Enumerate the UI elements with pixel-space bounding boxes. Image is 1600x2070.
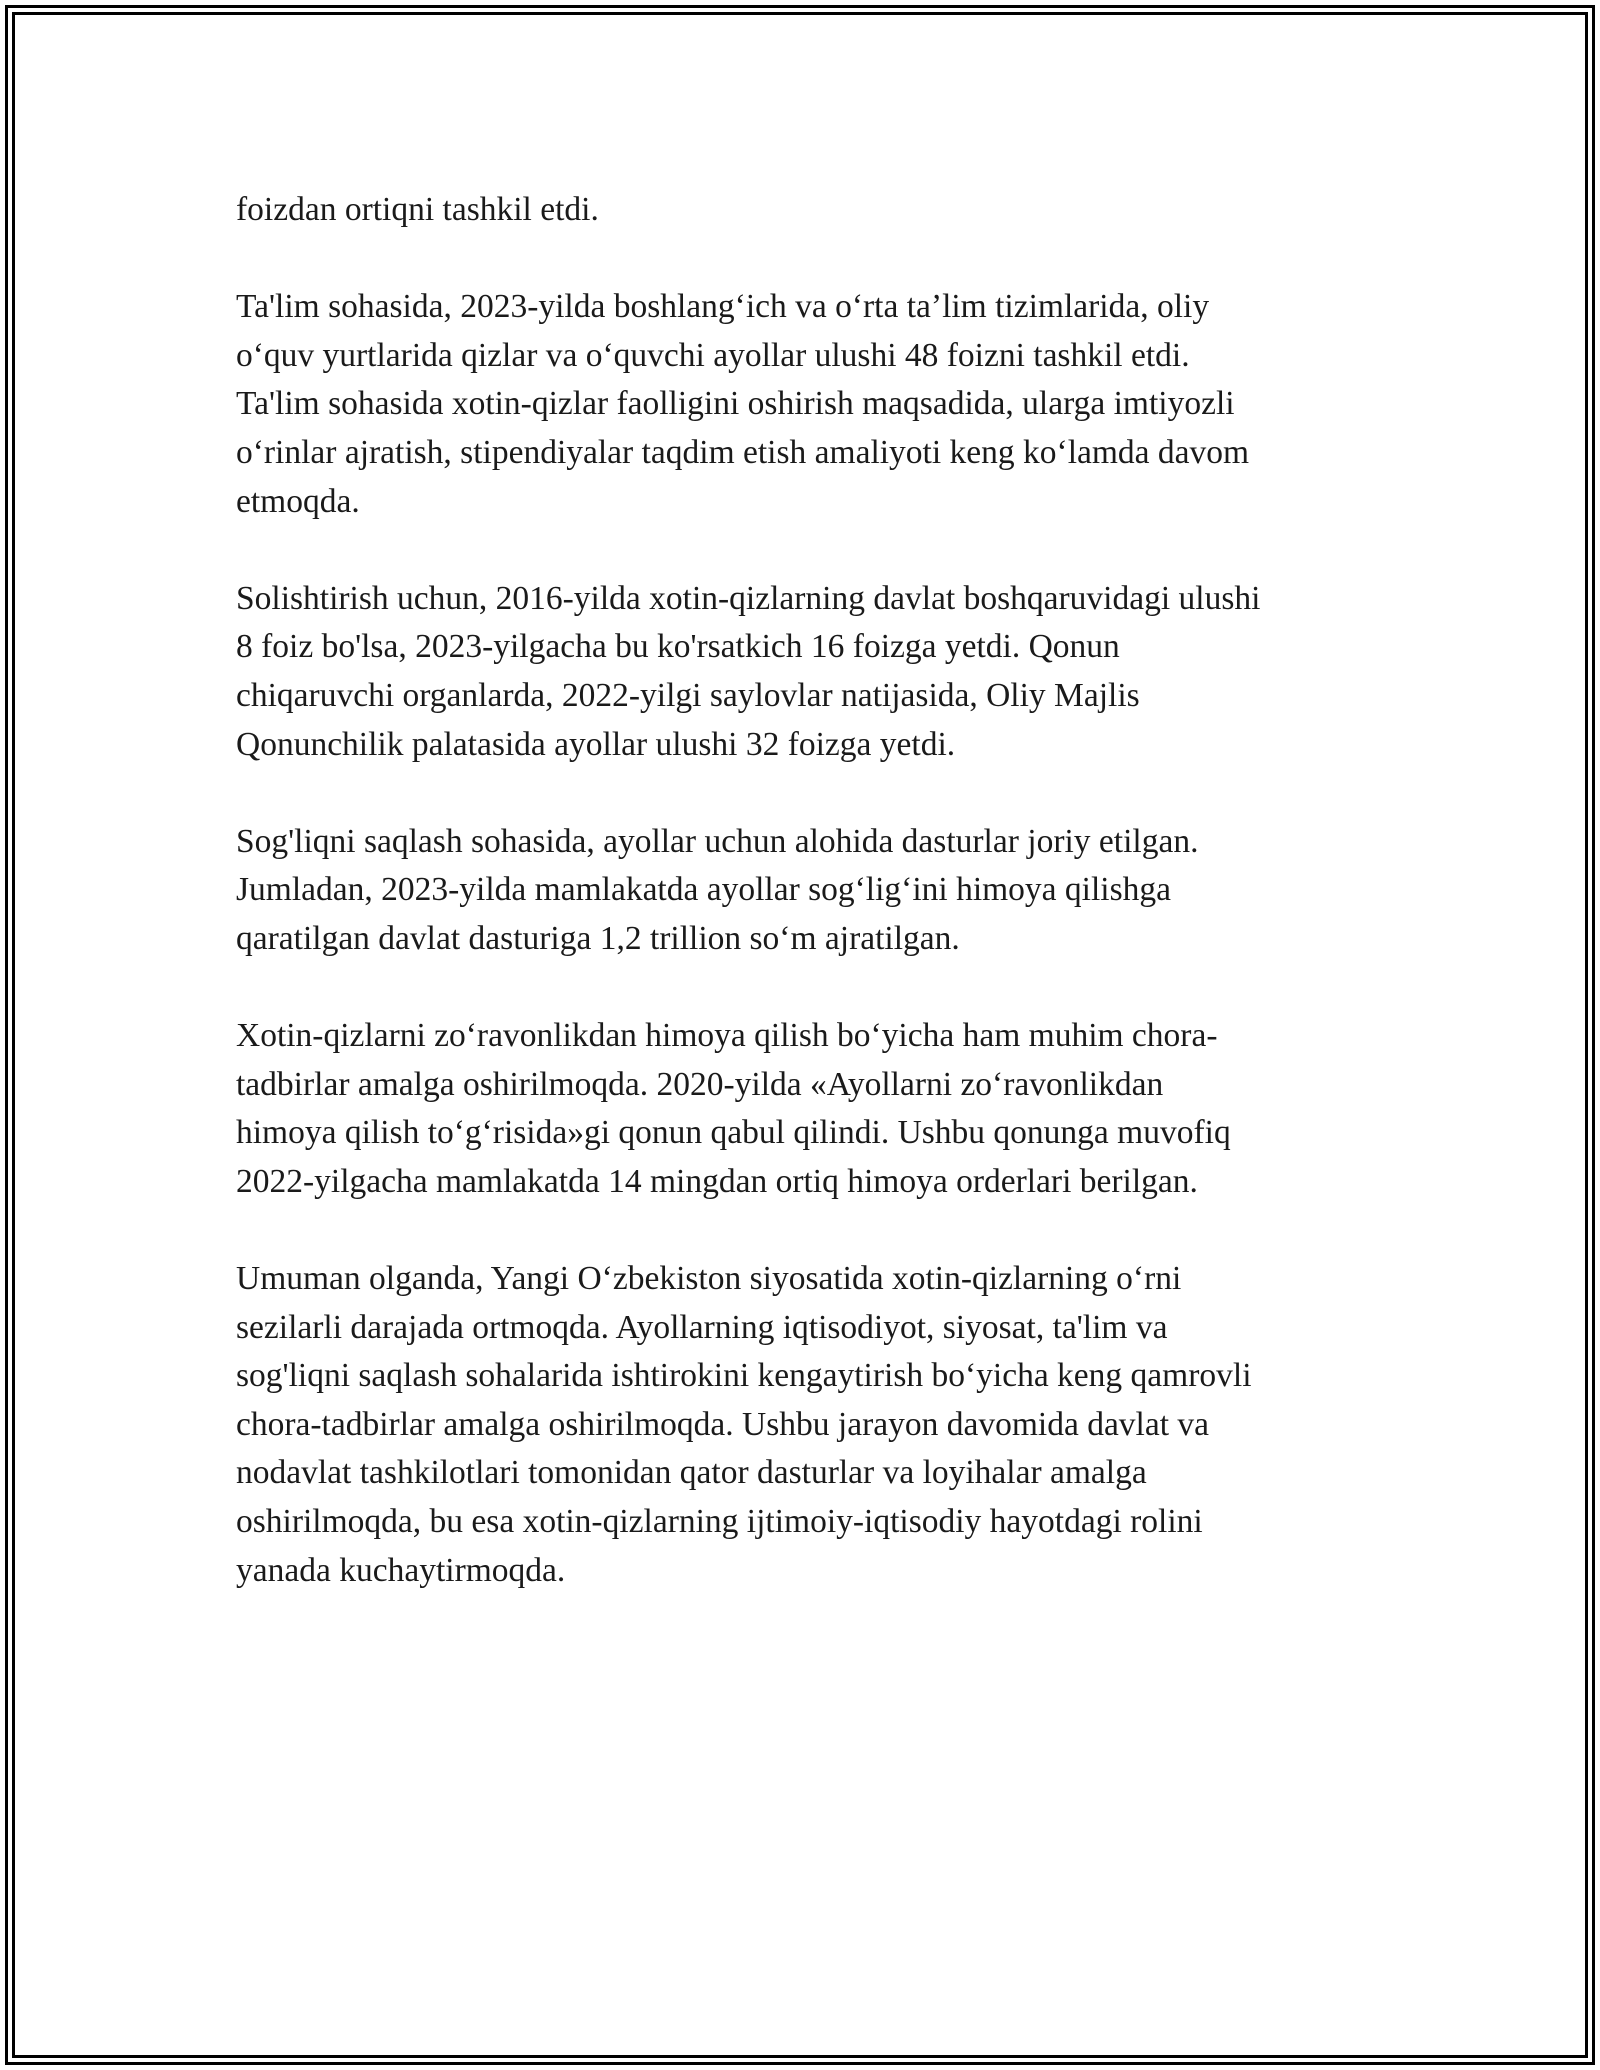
paragraph-protection <box>236 1012 1376 1206</box>
paragraph-governance <box>236 575 1376 769</box>
paragraph-education <box>236 283 1376 526</box>
text-line: chora-tadbirlar amalga oshirilmoqda. Ushbu jarayon davomida davlat va <box>236 1405 1210 1443</box>
text-line: Ta'lim sohasida, 2023-yilda boshlang‘ich va o‘rta ta’lim tizimlarida, oliy <box>236 288 1210 326</box>
text-line: Solishtirish uchun, 2016-yilda xotin-qizlarning davlat boshqaruvidagi ulushi <box>236 579 1261 617</box>
text-line: yanada kuchaytirmoqda. <box>236 1551 566 1589</box>
text-line: Sog'liqni saqlash sohasida, ayollar uchun alohida dasturlar joriy etilgan. <box>236 822 1199 860</box>
text-line: qaratilgan davlat dasturiga 1,2 trillion so‘m ajratilgan. <box>236 919 960 957</box>
text-line: Umuman olganda, Yangi O‘zbekiston siyosatida xotin-qizlarning o‘rni <box>236 1260 1182 1298</box>
text-line: sog'liqni saqlash sohalarida ishtirokini kengaytirish bo‘yicha keng qamrovli <box>236 1357 1252 1395</box>
text-line: Xotin-qizlarni zo‘ravonlikdan himoya qilish bo‘yicha ham muhim chora- <box>236 1017 1218 1055</box>
text-line: Qonunchilik palatasida ayollar ulushi 32 foizga yetdi. <box>236 725 956 763</box>
text-line: o‘rinlar ajratish, stipendiyalar taqdim etish amaliyoti keng ko‘lamda davom <box>236 433 1250 471</box>
paragraph-conclusion <box>236 1255 1376 1595</box>
text-line: 2022-yilgacha mamlakatda 14 mingdan ortiq himoya orderlari berilgan. <box>236 1162 1198 1200</box>
paragraph-health <box>236 818 1376 964</box>
text-line: tadbirlar amalga oshirilmoqda. 2020-yilda «Ayollarni zo‘ravonlikdan <box>236 1065 1164 1103</box>
text-line: 8 foiz bo'lsa, 2023-yilgacha bu ko'rsatkich 16 foizga yetdi. Qonun <box>236 628 1120 666</box>
text-line: o‘quv yurtlarida qizlar va o‘quvchi ayollar ulushi 48 foizni tashkil etdi. <box>236 336 1190 374</box>
text-line: sezilarli darajada ortmoqda. Ayollarning iqtisodiyot, siyosat, ta'lim va <box>236 1308 1168 1346</box>
text-line: nodavlat tashkilotlari tomonidan qator dasturlar va loyihalar amalga <box>236 1454 1147 1492</box>
document-body <box>236 186 1376 1644</box>
text-line: Jumladan, 2023-yilda mamlakatda ayollar sog‘lig‘ini himoya qilishga <box>236 871 1172 909</box>
text-line: himoya qilish to‘g‘risida»gi qonun qabul qilindi. Ushbu qonunga muvofiq <box>236 1114 1231 1152</box>
text-line: oshirilmoqda, bu esa xotin-qizlarning ijtimoiy-iqtisodiy hayotdagi rolini <box>236 1503 1203 1541</box>
text-line: chiqaruvchi organlarda, 2022-yilgi saylovlar natijasida, Oliy Majlis <box>236 676 1140 714</box>
text-line: foizdan ortiqni tashkil etdi. <box>236 191 599 228</box>
paragraph-continuation <box>236 186 1376 235</box>
text-line: etmoqda. <box>236 482 360 520</box>
text-line: Ta'lim sohasida xotin-qizlar faolligini oshirish maqsadida, ularga imtiyozli <box>236 385 1235 423</box>
